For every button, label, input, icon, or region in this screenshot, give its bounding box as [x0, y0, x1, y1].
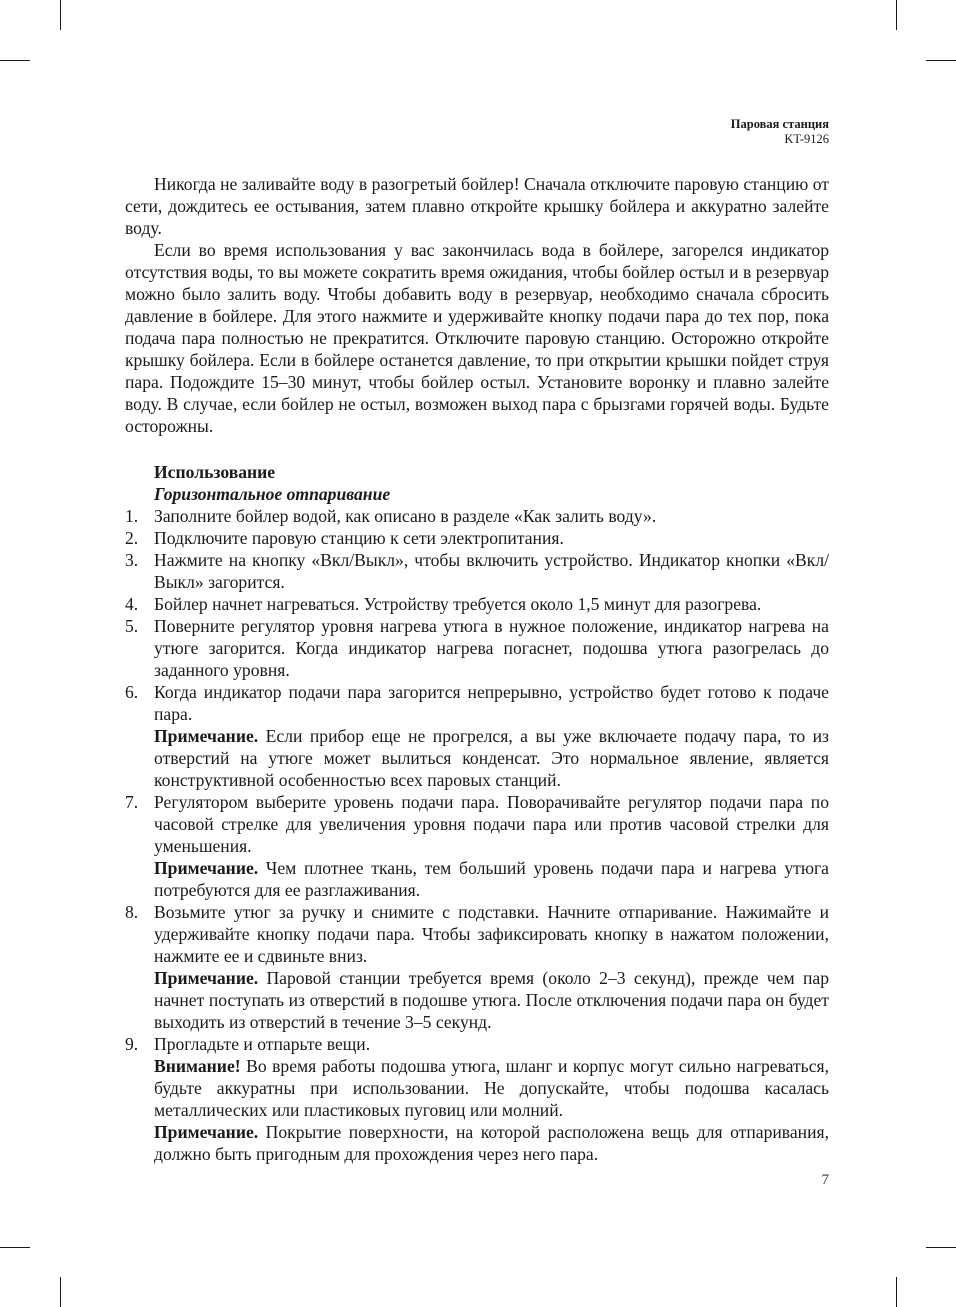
list-item-text: Поверните регулятор уровня нагрева утюга в нужное положение, индикатор нагрева на утюге загорится. Когда индикатор нагрева погаснет, подошва утюга разогрелась до заданного уровня.: [154, 616, 829, 680]
list-item-number: 9.: [125, 1034, 139, 1054]
note-label: Примечание.: [154, 858, 259, 878]
list-item-text: Заполните бойлер водой, как описано в разделе «Как залить воду».: [154, 506, 657, 526]
note: [154, 967, 829, 1033]
note-text: Чем плотнее ткань, тем больший уровень подачи пара и нагрева утюга потребуются для ее разглаживания.: [154, 858, 829, 900]
crop-mark: [60, 0, 61, 30]
list-item-number: 7.: [125, 792, 139, 812]
section-title: Использование: [154, 462, 276, 482]
list-item-text: Прогладьте и отпарьте вещи.: [154, 1034, 371, 1054]
steps-list: [125, 505, 829, 1165]
crop-mark: [0, 1247, 30, 1248]
list-item-number: 1.: [125, 506, 139, 526]
running-header: [731, 117, 829, 147]
intro-paragraph: Никогда не заливайте воду в разогретый бойлер! Сначала отключите паровую станцию от сети, дождитесь ее остывания, затем плавно откройте крышку бойлера и аккуратно залейте воду.: [125, 174, 829, 238]
intro: [125, 173, 829, 437]
list-item: [125, 791, 829, 901]
page-number: 7: [821, 1172, 829, 1188]
intro-paragraph: Если во время использования у вас закончилась вода в бойлере, загорелся индикатор отсутствия воды, то вы можете сократить время ожидания, чтобы бойлер остыл и в резервуар можно было залить воду. Чтобы добавить воду в резервуар, необходимо сначала сбросить давление в бойлере. Для этого нажмите и удерживайте кнопку подачи пара до тех пор, пока подача пара полностью не прекратится. Отключите паровую станцию. Осторожно откройте крышку бойлера. Если в бойлере останется давление, то при открытии крышки пойдет струя пара. Подождите 15–30 минут, чтобы бойлер остыл. Установите воронку и плавно залейте воду. В случае, если бойлер не остыл, возможен выход пара с брызгами горячей воды. Будьте осторожны.: [125, 240, 829, 436]
list-item: [125, 527, 829, 549]
note-text: Покрытие поверхности, на которой расположена вещь для отпаривания, должно быть пригодным для прохождения через него пара.: [154, 1122, 829, 1164]
header-model: KT-9126: [784, 132, 829, 146]
note-label: Примечание.: [154, 726, 259, 746]
list-item-number: 2.: [125, 528, 139, 548]
list-item-number: 5.: [125, 616, 139, 636]
crop-mark: [926, 60, 956, 61]
list-item: [125, 549, 829, 593]
crop-mark: [926, 1247, 956, 1248]
list-item: [125, 901, 829, 1033]
list-item-text: Возьмите утюг за ручку и снимите с подставки. Начните отпаривание. Нажимайте и удерживайте кнопку подачи пара. Чтобы зафиксировать кнопку в нажатом положении, нажмите ее и сдвиньте вниз.: [154, 902, 829, 966]
note: [154, 857, 829, 901]
list-item: [125, 505, 829, 527]
note-text: Во время работы подошва утюга, шланг и корпус могут сильно нагреваться, будьте аккуратны при использовании. Не допускайте, чтобы подошва касалась металлических или пластиковых пуговиц или молний.: [154, 1056, 829, 1120]
page-content: [125, 173, 829, 1165]
note-text: Паровой станции требуется время (около 2–3 секунд), прежде чем пар начнет поступать из отверстий в подошве утюга. После отключения подачи пара он будет выходить из отверстий в течение 3–5 секунд.: [154, 968, 829, 1032]
crop-mark: [896, 0, 897, 30]
note: [154, 1055, 829, 1121]
list-item-text: Подключите паровую станцию к сети электропитания.: [154, 528, 564, 548]
note-label: Внимание!: [154, 1056, 241, 1076]
note: [154, 725, 829, 791]
crop-mark: [60, 1277, 61, 1307]
list-item-text: Нажмите на кнопку «Вкл/Выкл», чтобы включить устройство. Индикатор кнопки «Вкл/Выкл» загорится.: [154, 550, 829, 592]
list-item-number: 6.: [125, 682, 139, 702]
crop-mark: [0, 60, 30, 61]
list-item-number: 4.: [125, 594, 139, 614]
note-label: Примечание.: [154, 1122, 259, 1142]
section-subtitle: Горизонтальное отпаривание: [154, 484, 391, 504]
note: [154, 1121, 829, 1165]
list-item: [125, 593, 829, 615]
list-item: [125, 1033, 829, 1165]
list-item-number: 3.: [125, 550, 139, 570]
list-item-text: Регулятором выберите уровень подачи пара. Поворачивайте регулятор подачи пара по часовой стрелке для увеличения уровня подачи пара или против часовой стрелки для уменьшения.: [154, 792, 829, 856]
list-item: [125, 681, 829, 791]
crop-mark: [896, 1277, 897, 1307]
list-item: [125, 615, 829, 681]
note-text: Если прибор еще не прогрелся, а вы уже включаете подачу пара, то из отверстий на утюге может вылиться конденсат. Это нормальное явление, является конструктивной особенностью всех паровых станций.: [154, 726, 829, 790]
list-item-number: 8.: [125, 902, 139, 922]
list-item-text: Бойлер начнет нагреваться. Устройству требуется около 1,5 минут для разогрева.: [154, 594, 762, 614]
header-title: Паровая станция: [730, 117, 829, 131]
note-label: Примечание.: [154, 968, 259, 988]
list-item-text: Когда индикатор подачи пара загорится непрерывно, устройство будет готово к подаче пара.: [154, 682, 829, 724]
